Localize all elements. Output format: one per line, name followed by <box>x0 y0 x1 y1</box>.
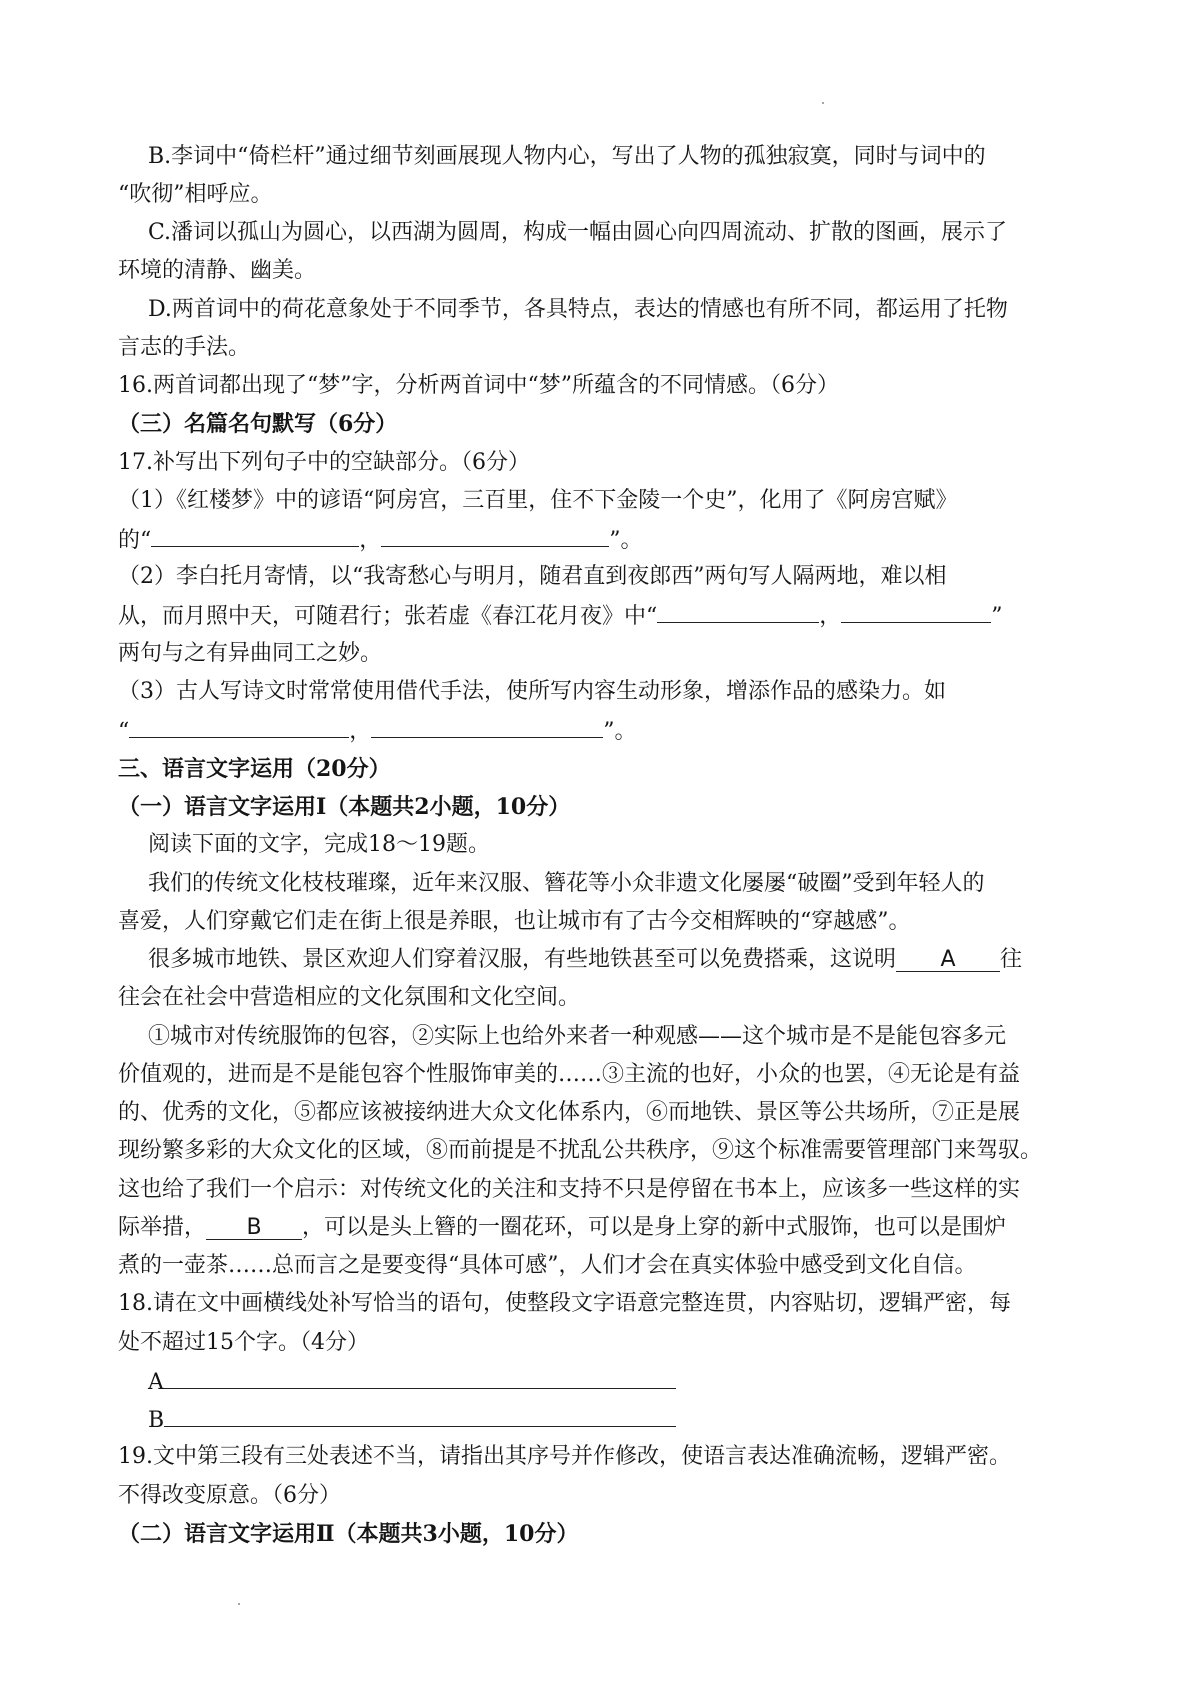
scan-speck-bottom <box>238 1603 240 1605</box>
q17-item-2-line-3: 两句与之有异曲同工之妙。 <box>118 641 383 666</box>
passage-p3-line-6 <box>118 1213 1108 1243</box>
text-segment: ，可以是头上簪的一圈花环，可以是身上穿的新中式服饰，也可以是围炉 <box>302 1215 1007 1240</box>
fill-blank-b[interactable]: B <box>206 1217 302 1240</box>
q17-item-2-line-2 <box>118 600 1108 632</box>
fill-blank-3[interactable] <box>657 600 819 623</box>
answer-blank-b[interactable] <box>164 1404 676 1427</box>
passage-p2-line-1 <box>148 945 1108 975</box>
text-segment: ， <box>349 719 372 744</box>
question-16: 16.两首词都出现了“梦”字，分析两首词中“梦”所蕴含的不同情感。（6分） <box>118 373 839 398</box>
answer-line-a <box>148 1366 1108 1398</box>
section-heading-recitation: （三）名篇名句默写（6分） <box>118 411 398 437</box>
text-segment: ， <box>819 604 842 629</box>
text-segment: 从，而月照中天，可随君行；张若虚《春江花月夜》中“ <box>118 604 658 629</box>
fill-blank-6[interactable] <box>371 715 603 738</box>
passage-p2-line-2: 往会在社会中营造相应的文化氛围和文化空间。 <box>118 985 581 1010</box>
text-segment: 的“ <box>118 528 152 553</box>
passage-p1-line-1: 我们的传统文化枝枝璀璨，近年来汉服、簪花等小众非遗文化屡屡“破圈”受到年轻人的 <box>148 871 985 896</box>
subsection-heading-language-use-2: （二）语言文字运用Ⅱ（本题共3小题，10分） <box>118 1521 579 1547</box>
fill-blank-5[interactable] <box>129 715 349 738</box>
question-19-line-2: 不得改变原意。（6分） <box>118 1483 341 1508</box>
reading-instruction: 阅读下面的文字，完成18～19题。 <box>148 832 490 857</box>
passage-p3-line-5: 这也给了我们一个启示：对传统文化的关注和支持不只是停留在书本上，应该多一些这样的实 <box>118 1177 1021 1202</box>
text-segment: ” <box>991 604 1003 629</box>
text-segment: 很多城市地铁、景区欢迎人们穿着汉服，有些地铁甚至可以免费搭乘，这说明 <box>148 947 897 972</box>
fill-blank-4[interactable] <box>841 600 991 623</box>
section-heading-language-use: 三、语言文字运用（20分） <box>118 756 391 782</box>
passage-p3-line-3: 的、优秀的文化，⑤都应该被接纳进大众文化体系内，⑥而地铁、景区等公共场所，⑦正是展 <box>118 1100 1021 1125</box>
option-c-line-2: 环境的清静、幽美。 <box>118 258 317 283</box>
text-segment: 往 <box>1000 947 1023 972</box>
question-18-line-1: 18.请在文中画横线处补写恰当的语句，使整段文字语意完整连贯，内容贴切，逻辑严密，每 <box>118 1291 1011 1316</box>
option-d-line-1: D.两首词中的荷花意象处于不同季节，各具特点，表达的情感也有所不同，都运用了托物 <box>148 297 1008 322</box>
fill-blank-2[interactable] <box>381 524 609 547</box>
passage-p3-line-2: 价值观的，进而是不是能包容个性服饰审美的……③主流的也好，小众的也罢，④无论是有益 <box>118 1062 1021 1087</box>
passage-p3-line-1: ①城市对传统服饰的包容，②实际上也给外来者一种观感——这个城市是不是能包容多元 <box>148 1024 1007 1049</box>
text-segment: ”。 <box>603 719 637 744</box>
option-b-line-1: B.李词中“倚栏杆”通过细节刻画展现人物内心，写出了人物的孤独寂寞，同时与词中的 <box>148 144 986 169</box>
text-segment: ， <box>359 528 382 553</box>
question-17: 17.补写出下列句子中的空缺部分。（6分） <box>118 450 530 475</box>
option-c-line-1: C.潘词以孤山为圆心，以西湖为圆周，构成一幅由圆心向四周流动、扩散的图画，展示了 <box>148 220 1008 245</box>
q17-item-2-line-1: （2）李白托月寄情，以“我寄愁心与明月，随君直到夜郎西”两句写人隔两地，难以相 <box>118 564 947 589</box>
fill-blank-a[interactable]: A <box>896 949 1000 972</box>
question-19-line-1: 19.文中第三段有三处表述不当，请指出其序号并作修改，使语言表达准确流畅，逻辑严密。 <box>118 1444 1011 1469</box>
q17-item-1-line-2 <box>118 524 1108 556</box>
subsection-heading-language-use-1: （一）语言文字运用Ⅰ（本题共2小题，10分） <box>118 794 571 820</box>
question-18-line-2: 处不超过15个字。（4分） <box>118 1330 369 1355</box>
text-segment: “ <box>118 719 130 744</box>
scan-speck-top <box>822 102 824 104</box>
answer-blank-a[interactable] <box>164 1366 676 1389</box>
passage-p3-line-7: 煮的一壶茶……总而言之是要变得“具体可感”，人们才会在真实体验中感受到文化自信。 <box>118 1253 977 1278</box>
option-b-line-2: “吹彻”相呼应。 <box>118 182 273 207</box>
q17-item-3-line-1: （3）古人写诗文时常常使用借代手法，使所写内容生动形象，增添作品的感染力。如 <box>118 679 946 704</box>
passage-p3-line-4: 现纷繁多彩的大众文化的区域，⑧而前提是不扰乱公共秩序，⑨这个标准需要管理部门来驾驭。 <box>118 1138 1043 1163</box>
q17-item-3-line-2 <box>118 715 1108 747</box>
fill-blank-1[interactable] <box>151 524 359 547</box>
text-segment: ”。 <box>609 528 643 553</box>
option-d-line-2: 言志的手法。 <box>118 335 251 360</box>
text-segment: 际举措， <box>118 1215 207 1240</box>
answer-label-a: A <box>148 1370 164 1395</box>
answer-label-b: B <box>148 1408 165 1433</box>
q17-item-1-line-1: （1）《红楼梦》中的谚语“阿房宫，三百里，住不下金陵一个史”，化用了《阿房宫赋》 <box>118 488 958 513</box>
answer-line-b <box>148 1404 1108 1436</box>
passage-p1-line-2: 喜爱，人们穿戴它们走在街上很是养眼，也让城市有了古今交相辉映的“穿越感”。 <box>118 909 911 934</box>
